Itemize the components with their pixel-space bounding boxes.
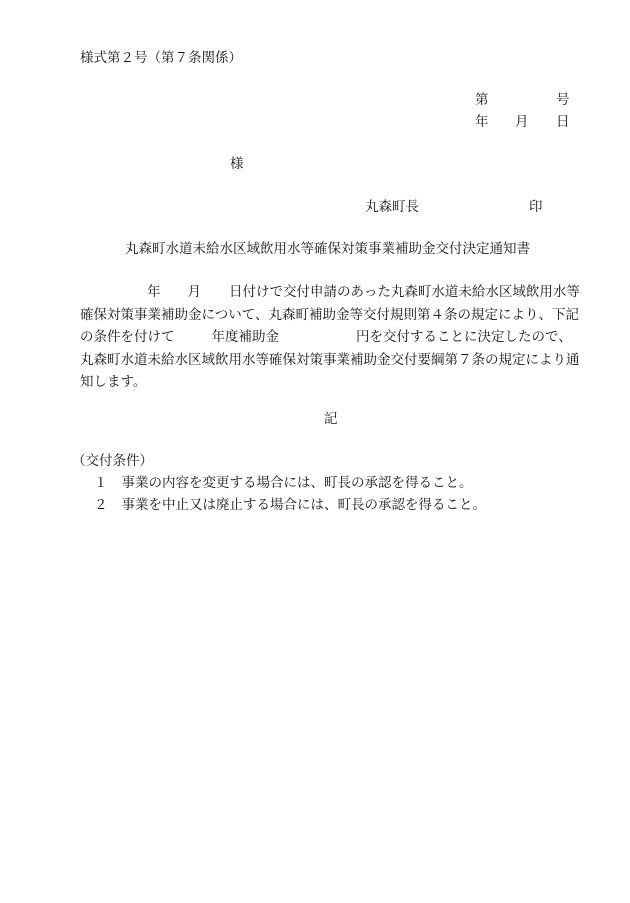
sender-title: 丸森町長 (365, 199, 419, 215)
number-prefix: 第 (475, 92, 489, 108)
body-line-3-start: の条件を付けて (80, 329, 175, 345)
document-title: 丸森町水道未給水区域飲用水等確保対策事業補助金交付決定通知書 (125, 241, 530, 257)
form-number: 様式第２号（第７条関係） (80, 50, 242, 66)
condition-item-1 (94, 477, 473, 491)
body-month: 月 (187, 284, 201, 300)
body-line-1 (80, 281, 585, 304)
condition-number: １ (94, 475, 108, 491)
addressee-honorific: 様 (230, 156, 244, 172)
condition-item-2 (94, 499, 486, 513)
ki-note: 記 (324, 411, 338, 427)
condition-text: 事業を中止又は廃止する場合には、町長の承認を得ること。 (121, 497, 486, 513)
conditions-heading: （交付条件） (72, 453, 153, 469)
number-suffix: 号 (556, 92, 570, 108)
condition-number: ２ (94, 497, 108, 513)
body-line-5: 知します。 (80, 374, 147, 390)
date-day: 日 (556, 114, 570, 130)
body-line-3 (80, 326, 585, 349)
body-paragraph (80, 281, 585, 394)
condition-text: 事業の内容を変更する場合には、町長の承認を得ること。 (121, 475, 473, 491)
date-month: 月 (515, 114, 529, 130)
body-line-1-text: 日付けで交付申請のあった丸森町水道未給水区域飲用水等 (229, 284, 580, 300)
date-year: 年 (475, 114, 489, 130)
seal-mark: 印 (529, 199, 543, 215)
body-line-3-rest: 円を交付することに決定したので、 (356, 329, 572, 345)
body-line-2: 確保対策事業補助金について、丸森町補助金等交付規則第４条の規定により、下記 (80, 306, 579, 323)
body-fiscal-year: 年度補助金 (211, 329, 279, 345)
body-line-4: 丸森町水道未給水区域飲用水等確保対策事業補助金交付要綱第７条の規定により通 (80, 351, 580, 368)
body-year: 年 (147, 284, 161, 300)
